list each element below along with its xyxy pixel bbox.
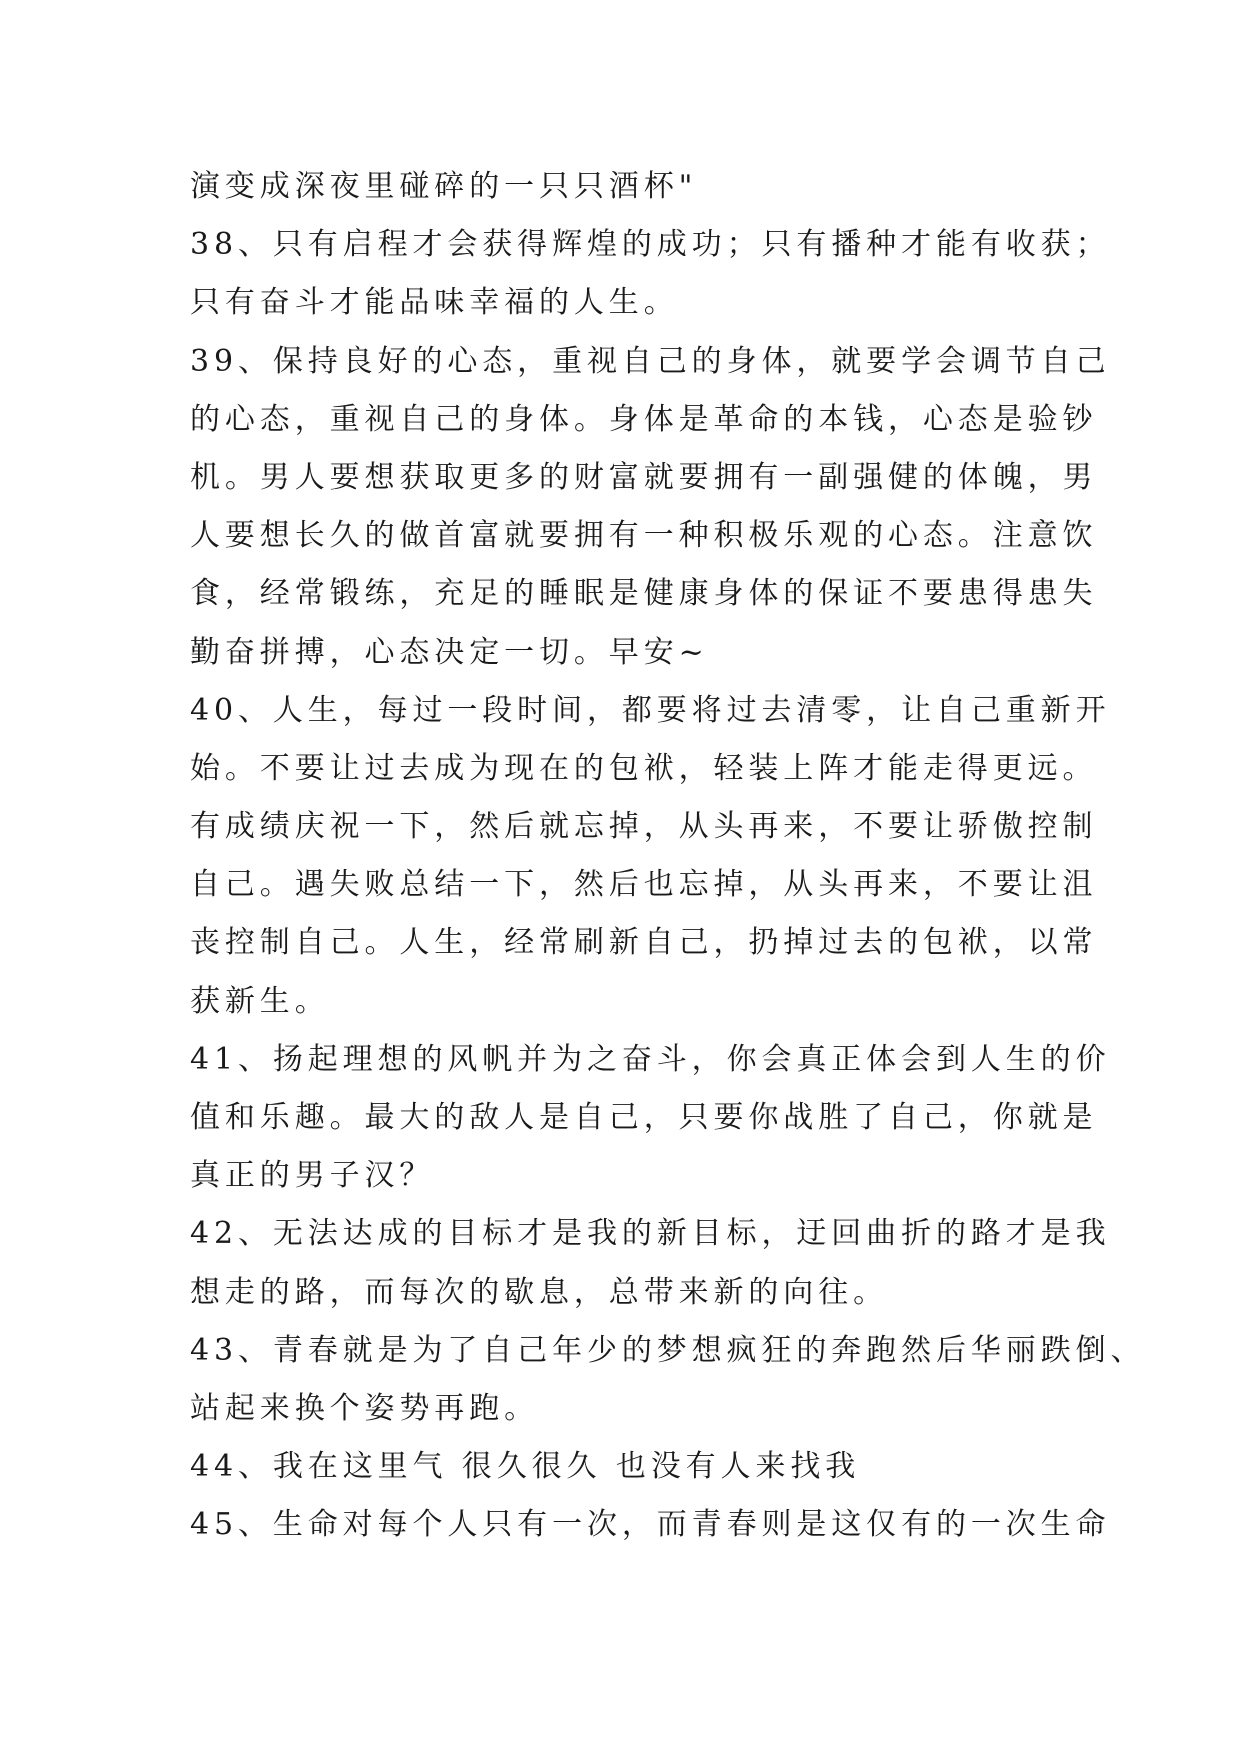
text-line: 44、我在这里气 很久很久 也没有人来找我	[190, 1449, 861, 1485]
text-line: 食，经常锻练，充足的睡眠是健康身体的保证不要患得患失	[190, 576, 1098, 612]
text-line: 39、保持良好的心态，重视自己的身体，就要学会调节自己	[190, 343, 1111, 379]
text-line: 自己。遇失败总结一下，然后也忘掉，从头再来，不要让沮	[190, 867, 1098, 903]
text-line: 演变成深夜里碰碎的一只只酒杯"	[190, 169, 698, 204]
text-line: 41、扬起理想的风帆并为之奋斗，你会真正体会到人生的价	[190, 1041, 1111, 1077]
text-line: 人要想长久的做首富就要拥有一种积极乐观的心态。注意饮	[190, 518, 1098, 554]
text-line: 站起来换个姿势再跑。	[190, 1390, 539, 1426]
text-line: 42、无法达成的目标才是我的新目标，迂回曲折的路才是我	[190, 1216, 1111, 1252]
text-line: 43、青春就是为了自己年少的梦想疯狂的奔跑然后华丽跌倒、	[190, 1332, 1146, 1368]
text-line: 值和乐趣。最大的敌人是自己，只要你战胜了自己，你就是	[190, 1100, 1098, 1135]
document-body	[190, 158, 1146, 1555]
text-line: 真正的男子汉？	[190, 1158, 435, 1194]
text-line: 获新生。	[190, 983, 330, 1019]
text-line: 勤奋拼搏，心态决定一切。早安~	[190, 634, 709, 670]
text-line: 40、人生，每过一段时间，都要将过去清零，让自己重新开	[190, 692, 1111, 728]
text-line: 始。不要让过去成为现在的包袱，轻装上阵才能走得更远。	[190, 750, 1098, 786]
text-line: 有成绩庆祝一下，然后就忘掉，从头再来，不要让骄傲控制	[190, 809, 1098, 845]
text-line: 丧控制自己。人生，经常刷新自己，扔掉过去的包袱，以常	[190, 925, 1098, 961]
text-line: 只有奋斗才能品味幸福的人生。	[190, 285, 679, 321]
text-line: 的心态，重视自己的身体。身体是革命的本钱，心态是验钞	[190, 401, 1098, 437]
text-line: 想走的路，而每次的歇息，总带来新的向往。	[190, 1274, 888, 1310]
text-line: 45、生命对每个人只有一次，而青春则是这仅有的一次生命	[190, 1507, 1111, 1543]
text-line: 机。男人要想获取更多的财富就要拥有一副强健的体魄，男	[190, 459, 1098, 495]
text-line: 38、只有启程才会获得辉煌的成功；只有播种才能有收获；	[190, 227, 1111, 263]
